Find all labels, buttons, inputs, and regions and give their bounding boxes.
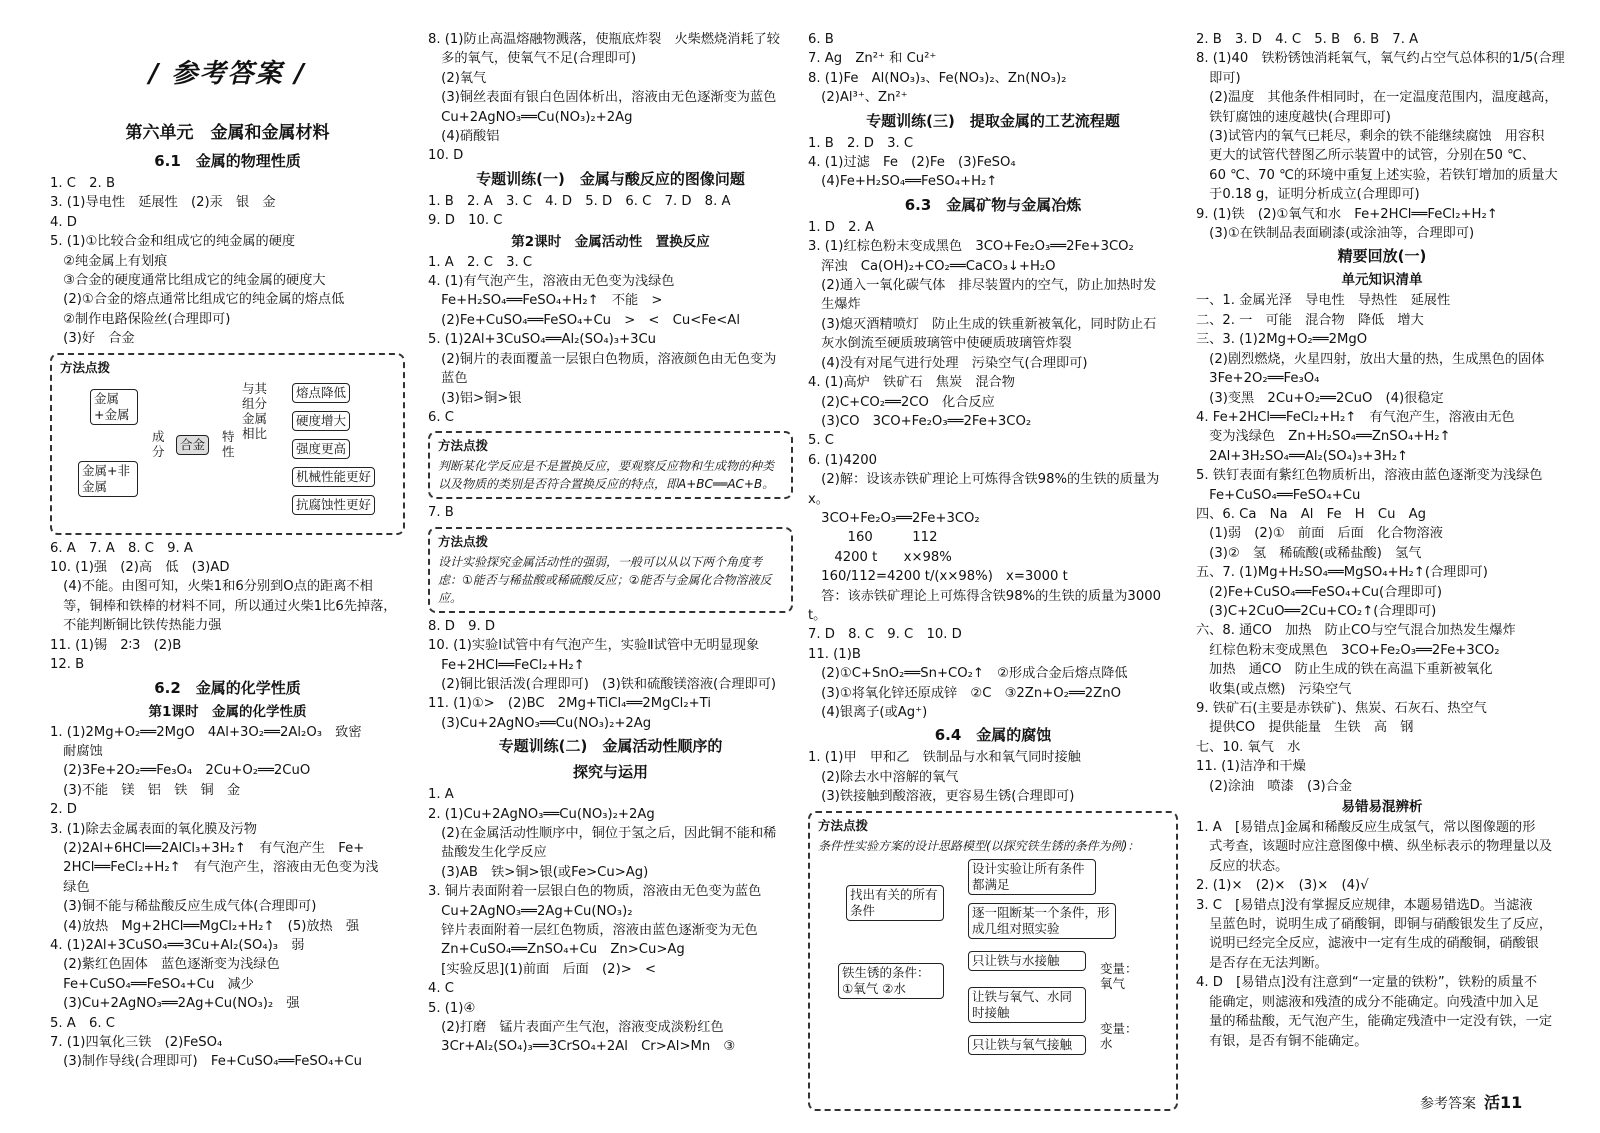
- answer-line: 量的稀盐酸，无气泡产生，能确定残渣中一定没有铁，一定: [1196, 1014, 1553, 1030]
- answer-line: 4. Fe+2HCl══FeCl₂+H₂↑ 有气泡产生，溶液由无色: [1196, 409, 1515, 425]
- diagram-alloy-property: 硬度增大: [292, 411, 350, 431]
- answer-line: 8. (1)防止高温熔融物溅落，使瓶底炸裂 火柴燃烧消耗了较: [428, 32, 780, 47]
- answer-line: 六、8. 通CO 加热 防止CO与空气混合加热发生爆炸: [1196, 623, 1516, 639]
- answer-line: 1. (1)甲 甲和乙 铁制品与水和氧气同时接触: [808, 750, 1081, 766]
- answer-line: 10. (1)实验Ⅰ试管中有气泡产生，实验Ⅱ试管中无明显现象: [428, 638, 760, 654]
- section-6-2-title: 6.2 金属的化学性质: [154, 678, 301, 697]
- answer-line: (2)C+CO₂══2CO 化合反应: [808, 394, 995, 410]
- answer-line: 6. A 7. A 8. C 9. A: [50, 540, 193, 556]
- answer-line: 6. B: [808, 32, 834, 47]
- answer-line: (4)放热 Mg+2HCl══MgCl₂+H₂↑ (5)放热 强: [50, 918, 360, 934]
- diagram-property: 特性: [222, 428, 235, 459]
- answer-line: 多的氧气，使氧气不足(合理即可): [428, 51, 637, 67]
- method-box-title: 方法点拨: [438, 438, 489, 454]
- answer-line: (2)涂油 喷漆 (3)合金: [1196, 778, 1353, 794]
- answer-line: 式考查，该题时应注意图像中横、纵坐标表示的物理量以及: [1196, 839, 1553, 855]
- error-analysis-title: 易错易混辨析: [1341, 799, 1423, 816]
- answer-line: Cu+2AgNO₃══2Ag+Cu(NO₃)₂: [428, 903, 633, 919]
- answer-line: (3)试管内的氧气已耗尽，剩余的铁不能继续腐蚀 用容积: [1196, 129, 1545, 145]
- answer-line: (3)好 合金: [50, 331, 135, 347]
- section-6-1-title: 6.1 金属的物理性质: [154, 152, 301, 170]
- column-4: [1196, 30, 1568, 1051]
- answers-block: [50, 174, 405, 349]
- answer-line: (3)熄灭酒精喷灯 防止生成的铁重新被氧化，同时防止石: [808, 316, 1157, 332]
- answer-line: Zn+CuSO₄══ZnSO₄+Cu Zn>Cu>Ag: [428, 942, 685, 958]
- diagram-case-both: 让铁与氧气、水同时接触: [968, 987, 1086, 1023]
- answer-line: 7. B: [428, 505, 454, 521]
- answer-line: 12. B: [50, 657, 85, 673]
- answer-line: (2)Fe+CuSO₄══FeSO₄+Cu > < Cu<Fe<Al: [428, 312, 740, 328]
- answer-line: 4. D: [50, 214, 77, 230]
- special-training-2-subtitle: 探究与运用: [572, 763, 648, 782]
- answer-line: (1)弱 (2)① 前面 后面 化合物溶液: [1196, 526, 1443, 542]
- answer-line: 蓝色: [428, 371, 468, 387]
- answer-line: 1. A: [428, 787, 454, 803]
- answer-line: 四、6. Ca Na Al Fe H Cu Ag: [1196, 506, 1427, 522]
- answer-line: 2HCl══FeCl₂+H₂↑ 有气泡产生，溶液由无色变为浅: [50, 860, 379, 876]
- answer-line: (4)没有对尾气进行处理 污染空气(合理即可): [808, 355, 1088, 371]
- answer-line: (3)AB 铁>铜>银(或Fe>Cu>Ag): [428, 864, 649, 880]
- answer-line: 5. (1)①比较合金和组成它的纯金属的硬度: [50, 234, 296, 250]
- answer-line: ③合金的硬度通常比组成它的纯金属的硬度大: [50, 273, 326, 289]
- answer-line: 说明已经完全反应，滤液中一定有生成的硝酸铜，硝酸银: [1196, 936, 1539, 952]
- answer-line: 10. (1)强 (2)高 低 (3)AD: [50, 560, 230, 576]
- diagram-alloy-property: 抗腐蚀性更好: [292, 495, 375, 515]
- answers-block: [1196, 291, 1568, 796]
- answer-line: (2)紫红色固体 蓝色逐渐变为浅绿色: [50, 957, 280, 973]
- answer-line: 呈蓝色时，说明生成了硝酸铜，即铜与硝酸银发生了反应，: [1196, 917, 1553, 933]
- answer-line: 2. B 3. D 4. C 5. B 6. B 7. A: [1196, 32, 1419, 47]
- answer-line: Cu+2AgNO₃══Cu(NO₃)₂+2Ag: [428, 109, 633, 125]
- diagram-case-water: 只让铁与水接触: [968, 951, 1086, 971]
- answers-block: [50, 723, 405, 1072]
- answer-line: 6. C: [428, 409, 454, 425]
- answer-line: 160/112=4200 t/(x×98%) x=3000 t: [808, 569, 1068, 585]
- answer-line: 3CO+Fe₂O₃══2Fe+3CO₂: [808, 510, 980, 526]
- answer-line: 浑浊 Ca(OH)₂+CO₂══CaCO₃↓+H₂O: [808, 258, 1056, 274]
- diagram-compare: 与其组分金属相比: [242, 380, 268, 441]
- answer-line: 1. D 2. A: [808, 219, 874, 235]
- answer-line: 七、10. 氧气 水: [1196, 739, 1301, 755]
- answer-line: (2)①C+SnO₂══Sn+CO₂↑ ②形成合金后熔点降低: [808, 666, 1128, 682]
- method-box: [428, 527, 793, 613]
- answer-line: 4. C: [428, 981, 454, 997]
- diagram-variable-oxygen: 变量：氧气: [1100, 960, 1138, 991]
- answer-line: (4)银离子(或Ag⁺): [808, 705, 928, 720]
- answer-line: 3. 铜片表面附着一层银白色的物质，溶液由无色变为蓝色: [428, 884, 762, 900]
- answer-line: 4. (1)2Al+3CuSO₄══3Cu+Al₂(SO₄)₃ 弱: [50, 937, 305, 953]
- answers-block: [428, 253, 793, 428]
- answer-line: (3)铁接触到酸溶液，更容易生锈(合理即可): [808, 789, 1075, 805]
- answer-line: (3)Cu+2AgNO₃══Cu(NO₃)₂+2Ag: [428, 715, 652, 731]
- answer-line: (3)C+2CuO══2Cu+CO₂↑(合理即可): [1196, 603, 1437, 619]
- answer-line: ②纯金属上有划痕: [50, 253, 168, 269]
- review-title: 精要回放(一): [1337, 247, 1427, 266]
- answers-block: [808, 218, 1178, 723]
- answer-line: 2. D: [50, 802, 77, 818]
- answer-line: 变为浅绿色 Zn+H₂SO₄══ZnSO₄+H₂↑: [1196, 429, 1451, 445]
- answer-line: 3Cr+Al₂(SO₄)₃══3CrSO₄+2Al Cr>Al>Mn ③: [428, 1039, 736, 1055]
- answer-line: 4. D [易错点]没有注意到“一定量的铁粉”，铁粉的质量不: [1196, 975, 1538, 991]
- answer-line: 1. B 2. D 3. C: [808, 135, 914, 151]
- answer-line: [实验反思](1)前面 后面 (2)> <: [428, 961, 656, 977]
- answer-line: 8. (1)40 铁粉锈蚀消耗氧气，氧气约占空气总体积的1/5(合理: [1196, 51, 1565, 67]
- answer-line: 有银，是否有铜不能确定。: [1196, 1033, 1368, 1049]
- diagram-all-conditions: 设计实验让所有条件都满足: [968, 859, 1096, 895]
- special-training-2-title: 专题训练(二) 金属活动性顺序的: [498, 737, 723, 756]
- answer-line: 于0.18 g，证明分析成立(合理即可): [1196, 187, 1420, 203]
- alloy-diagram: [60, 379, 395, 529]
- answer-line: 8. D 9. D: [428, 618, 496, 634]
- answer-line: (2)3Fe+2O₂══Fe₃O₄ 2Cu+O₂══2CuO: [50, 763, 311, 779]
- answer-line: 等，铜棒和铁棒的材料不同，所以通过火柴1比6先掉落，: [50, 598, 397, 614]
- answer-line: (3)①将氧化锌还原成锌 ②C ③2Zn+O₂══2ZnO: [808, 685, 1121, 701]
- answers-block: [428, 785, 793, 1057]
- column-1: [50, 118, 405, 1072]
- answer-line: 5. (1)④: [428, 1000, 476, 1016]
- method-box-title: 方法点拨: [438, 533, 489, 549]
- answer-line: (2)剧烈燃烧，火星四射，放出大量的热，生成黑色的固体: [1196, 351, 1545, 367]
- answers-block: [808, 748, 1178, 806]
- answers-block: [808, 134, 1178, 192]
- column-3: [808, 30, 1178, 1115]
- answer-line: (2)除去水中溶解的氧气: [808, 769, 959, 785]
- answer-line: 一、1. 金属光泽 导电性 导热性 延展性: [1196, 293, 1451, 309]
- answer-line: 4. (1)有气泡产生，溶液由无色变为浅绿色: [428, 274, 675, 290]
- answer-line: 4. (1)过滤 Fe (2)Fe (3)FeSO₄: [808, 155, 1016, 171]
- answer-line: 1. (1)2Mg+O₂══2MgO 4Al+3O₂══2Al₂O₃ 致密: [50, 724, 362, 740]
- answers-block: [1196, 818, 1568, 1051]
- answer-line: (4)Fe+H₂SO₄══FeSO₄+H₂↑: [808, 174, 998, 190]
- column-2: [428, 30, 793, 1057]
- answer-line: (3)CO 3CO+Fe₂O₃══2Fe+3CO₂: [808, 413, 1032, 429]
- special-training-3-title: 专题训练(三) 提取金属的工艺流程题: [866, 111, 1120, 130]
- diagram-alloy-property: 强度更高: [292, 439, 350, 459]
- answer-line: 三、3. (1)2Mg+O₂══2MgO: [1196, 332, 1368, 348]
- answer-line: 11. (1)锡 2∶3 (2)B: [50, 637, 182, 653]
- answer-line: (3)② 氢 稀硫酸(或稀盐酸) 氢气: [1196, 545, 1422, 561]
- answer-line: 五、7. (1)Mg+H₂SO₄══MgSO₄+H₂↑(合理即可): [1196, 565, 1488, 581]
- answer-line: (2)Al³⁺、Zn²⁺: [808, 90, 908, 106]
- answer-line: (2)Fe+CuSO₄══FeSO₄+Cu(合理即可): [1196, 584, 1443, 600]
- answer-line: 不能判断铜比铁传热能力强: [50, 618, 222, 634]
- answer-line: 60 ℃、70 ℃的环境中重复上述实验，若铁钉增加的质量大: [1196, 167, 1558, 183]
- answer-line: 3. (1)红棕色粉末变成黑色 3CO+Fe₂O₃══2Fe+3CO₂: [808, 239, 1134, 255]
- method-box-title: 方法点拨: [60, 359, 111, 375]
- answer-line: (4)硝酸铝: [428, 129, 500, 145]
- answer-line: 5. (1)2Al+3CuSO₄══Al₂(SO₄)₃+3Cu: [428, 332, 657, 348]
- answers-block: [1196, 30, 1568, 243]
- answer-line: 9. (1)铁 (2)①氧气和水 Fe+2HCl══FeCl₂+H₂↑: [1196, 206, 1498, 222]
- answer-line: 5. C: [808, 433, 834, 449]
- answer-line: (3)制作导线(合理即可) Fe+CuSO₄══FeSO₄+Cu: [50, 1054, 362, 1070]
- knowledge-checklist-title: 单元知识清单: [1341, 272, 1423, 289]
- answer-line: (2)铜片的表面覆盖一层银白色物质，溶液颜色由无色变为: [428, 351, 777, 367]
- answer-line: 11. (1)①> (2)BC 2Mg+TiCl₄══2MgCl₂+Ti: [428, 696, 711, 712]
- method-box: [50, 353, 405, 535]
- banner-title: / 参考答案 /: [148, 59, 307, 90]
- diagram-block-condition: 逐一阻断某一个条件，形成几组对照实验: [968, 903, 1116, 939]
- page-footer: [1420, 1090, 1522, 1113]
- answer-line: Fe+CuSO₄══FeSO₄+Cu: [1196, 487, 1361, 503]
- answers-block: [428, 192, 793, 231]
- diagram-variable-water: 变量：水: [1100, 1020, 1138, 1051]
- answers-block: [428, 617, 793, 733]
- footer-label: 参考答案: [1420, 1096, 1476, 1112]
- answer-line: (3)铝>铜>银: [428, 390, 522, 406]
- lesson-2-title: 第2课时 金属活动性 置换反应: [511, 233, 710, 250]
- answer-line: 铁钉腐蚀的速度越快(合理即可): [1196, 109, 1391, 125]
- method-box: [808, 811, 1178, 1111]
- answer-line: 6. (1)4200: [808, 452, 878, 468]
- method-box-text: 条件性实验方案的设计思路模型(以探究铁生锈的条件为例)：: [818, 838, 1140, 853]
- answer-line: 收集(或点燃) 污染空气: [1196, 681, 1352, 697]
- answer-line: 3. (1)导电性 延展性 (2)汞 银 金: [50, 195, 276, 211]
- answer-line: 5. A 6. C: [50, 1015, 115, 1031]
- answer-line: 2Al+3H₂SO₄══Al₂(SO₄)₃+3H₂↑: [1196, 448, 1409, 464]
- answer-line: ②制作电路保险丝(合理即可): [50, 311, 231, 327]
- answer-line: (3)不能 镁 铝 铁 铜 金: [50, 782, 241, 798]
- answer-line: 答：该赤铁矿理论上可炼得含铁98%的生铁的质量为3000 t。: [808, 588, 1166, 623]
- answer-line: 8. (1)Fe Al(NO₃)₃、Fe(NO₃)₂、Zn(NO₃)₂: [808, 70, 1067, 86]
- answer-line: (2)2Al+6HCl══2AlCl₃+3H₂↑ 有气泡产生 Fe+: [50, 840, 365, 856]
- lesson-1-title: 第1课时 金属的化学性质: [148, 703, 307, 720]
- answer-line: 2. (1)Cu+2AgNO₃══Cu(NO₃)₂+2Ag: [428, 806, 655, 822]
- answer-line: (3)变黑 2Cu+O₂══2CuO (4)很稳定: [1196, 390, 1444, 406]
- answer-line: 1. A [易错点]金属和稀酸反应生成氢气，常以图像题的形: [1196, 820, 1536, 836]
- diagram-alloy-property: 机械性能更好: [292, 467, 375, 487]
- answer-line: 绿色: [50, 879, 90, 895]
- answer-line: 生爆炸: [808, 297, 861, 313]
- diagram-alloy-property: 熔点降低: [292, 383, 350, 403]
- answer-line: (3)①在铁制品表面刷漆(或涂油等，合理即可): [1196, 226, 1475, 242]
- answer-line: 提供CO 提供能量 生铁 高 钢: [1196, 720, 1414, 736]
- diagram-alloy: 合金: [176, 435, 209, 455]
- answer-line: 1. C 2. B: [50, 176, 115, 191]
- unit-title: 第六单元 金属和金属材料: [125, 123, 330, 143]
- answer-line: 9. D 10. C: [428, 213, 503, 229]
- diagram-metal-metal: 金属+金属: [90, 389, 138, 425]
- answers-block: [50, 539, 405, 675]
- answer-line: (2)在金属活动性顺序中，铜位于氢之后，因此铜不能和稀: [428, 825, 777, 841]
- rust-diagram: [818, 855, 1168, 1105]
- answer-line: 即可): [1196, 70, 1241, 86]
- answer-line: 灰水倒流至硬质玻璃管中使硬质玻璃管炸裂: [808, 336, 1072, 352]
- answer-line: (2)氧气: [428, 70, 487, 86]
- answer-line: (2)打磨 锰片表面产生气泡，溶液变成淡粉红色: [428, 1020, 724, 1036]
- answer-line: 3. C [易错点]没有掌握反应规律，本题易错选D。当滤液: [1196, 897, 1533, 913]
- answer-line: 耐腐蚀: [50, 743, 103, 759]
- answer-line: 9. 铁矿石(主要是赤铁矿)、焦炭、石灰石、热空气: [1196, 701, 1487, 716]
- answer-line: (3)铜丝表面有银白色固体析出，溶液由无色逐渐变为蓝色: [428, 90, 777, 106]
- diagram-component: 成分: [152, 428, 165, 459]
- answer-line: (2)温度 其他条件相同时，在一定温度范围内，温度越高，: [1196, 90, 1558, 106]
- section-6-3-title: 6.3 金属矿物与金属冶炼: [904, 195, 1082, 214]
- answer-line: 更大的试管代替图乙所示装置中的试管，分别在50 ℃、: [1196, 148, 1536, 164]
- answer-line: 5. 铁钉表面有紫红色物质析出，溶液由蓝色逐渐变为浅绿色: [1196, 468, 1543, 484]
- answer-line: 二、2. 一 可能 混合物 降低 增大: [1196, 312, 1424, 328]
- answers-block: [428, 30, 793, 166]
- answer-line: 1. B 2. A 3. C 4. D 5. D 6. C 7. D 8. A: [428, 193, 731, 209]
- answer-line: (3)铜不能与稀盐酸反应生成气体(合理即可): [50, 899, 317, 915]
- answer-line: 是否存在无法判断。: [1196, 955, 1328, 971]
- answer-line: (2)①合金的熔点通常比组成它的纯金属的熔点低: [50, 292, 345, 308]
- method-box-title: 方法点拨: [818, 817, 869, 833]
- diagram-case-oxygen: 只让铁与氧气接触: [968, 1035, 1086, 1055]
- answer-line: Fe+CuSO₄══FeSO₄+Cu 减少: [50, 976, 254, 992]
- diagram-find-conditions: 找出有关的所有条件: [846, 885, 944, 921]
- answer-line: (2)通入一氧化碳气体 排尽装置内的空气，防止加热时发: [808, 278, 1157, 294]
- page-number: 活11: [1484, 1093, 1523, 1112]
- answer-line: (3)Cu+2AgNO₃══2Ag+Cu(NO₃)₂ 强: [50, 996, 300, 1012]
- banner: [50, 40, 405, 110]
- answer-line: 加热 通CO 防止生成的铁在高温下重新被氧化: [1196, 662, 1493, 678]
- answer-line: 2. (1)× (2)× (3)× (4)√: [1196, 878, 1369, 894]
- answer-line: 7. (1)四氧化三铁 (2)FeSO₄: [50, 1035, 223, 1050]
- answer-line: 3Fe+2O₂══Fe₃O₄: [1196, 371, 1320, 387]
- method-box: [428, 431, 793, 499]
- answer-line: 能确定，则滤液和残渣的成分不能确定。向残渣中加入足: [1196, 994, 1539, 1010]
- answer-line: 4. (1)高炉 铁矿石 焦炭 混合物: [808, 375, 1015, 391]
- answer-line: 1. A 2. C 3. C: [428, 254, 533, 270]
- answer-line: 4200 t x×98%: [808, 549, 952, 565]
- answer-line: 盐酸发生化学反应: [428, 845, 547, 861]
- method-box-text: 设计实验探究金属活动性的强弱，一般可以从以下两个角度考虑：①能否与稀盐酸或稀硫酸反应；②能否与金属化合物溶液反应。: [438, 554, 772, 605]
- answer-line: (4)不能。由图可知，火柴1和6分别到O点的距离不相: [50, 579, 373, 595]
- answer-line: 11. (1)洁净和干燥: [1196, 759, 1306, 775]
- answer-line: 7. D 8. C 9. C 10. D: [808, 627, 962, 643]
- diagram-rust-conditions: 铁生锈的条件：①氧气 ②水: [838, 963, 944, 999]
- answer-line: Fe+H₂SO₄══FeSO₄+H₂↑ 不能 >: [428, 293, 663, 309]
- answer-line: (2)解：设该赤铁矿理论上可炼得含铁98%的生铁的质量为x。: [808, 472, 1160, 507]
- answer-line: 锌片表面附着一层红色物质，溶液由蓝色逐渐变为无色: [428, 923, 758, 938]
- answer-line: (2)铜比银活泼(合理即可) (3)铁和硫酸镁溶液(合理即可): [428, 676, 777, 692]
- answers-block: [808, 30, 1178, 108]
- answer-line: 反应的状态。: [1196, 858, 1289, 874]
- answer-line: Fe+2HCl══FeCl₂+H₂↑: [428, 657, 585, 673]
- diagram-metal-nonmetal: 金属+非金属: [78, 461, 138, 497]
- method-box-text: 判断某化学反应是不是置换反应，要观察反应物和生成物的种类以及物质的类别是否符合置换反应的特点，即A+BC══AC+B。: [438, 459, 775, 492]
- answer-line: 10. D: [428, 148, 464, 164]
- answer-line: 11. (1)B: [808, 646, 861, 662]
- answer-line: 红棕色粉末变成黑色 3CO+Fe₂O₃══2Fe+3CO₂: [1196, 642, 1500, 658]
- answer-line: 7. Ag Zn²⁺ 和 Cu²⁺: [808, 51, 937, 67]
- answer-line: 3. (1)除去金属表面的氧化膜及污物: [50, 821, 257, 837]
- special-training-1-title: 专题训练(一) 金属与酸反应的图像问题: [476, 169, 745, 188]
- section-6-4-title: 6.4 金属的腐蚀: [934, 726, 1052, 745]
- answer-line: 160 112: [808, 530, 938, 546]
